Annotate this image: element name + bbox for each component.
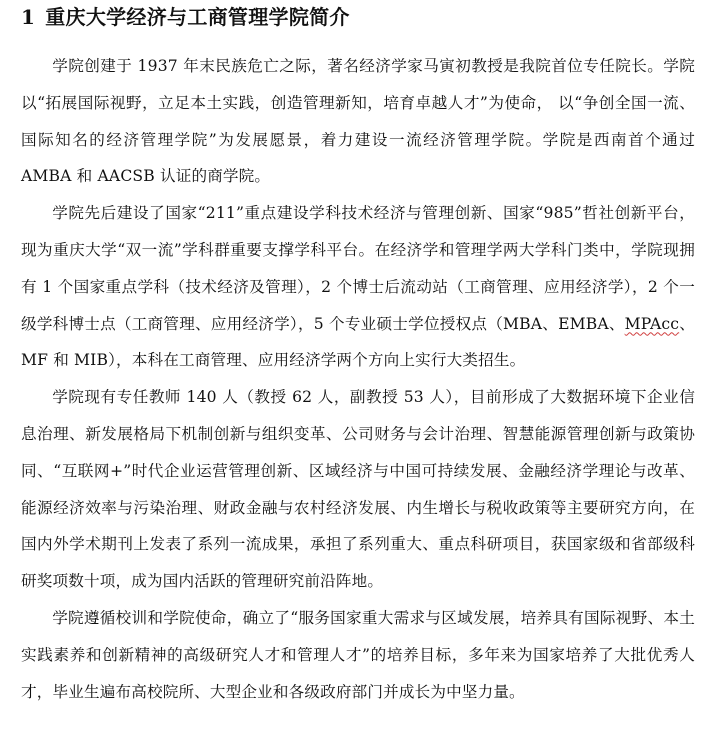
paragraph-training: 学院遵循校训和学院使命，确立了“服务国家重大需求与区域发展，培养具有国际视野、本土实践素养和创新精神的高级研究人才和管理人才”的培养目标，多年来为国家培养了大批优秀人才，毕业生遍布高校院所、大型企业和各级政府部门并成长为中坚力量。 [21,608,695,701]
section-title: 重庆大学经济与工商管理学院简介 [45,5,350,29]
paragraph-disciplines [21,195,695,379]
spellcheck-underlined-word: MPAcc [624,314,680,333]
section-heading [21,4,695,30]
paragraph-disciplines-text-after: 、MF 和 MIB），本科在工商管理、应用经济学两个方向上实行大类招生。 [21,314,695,370]
paragraph-research: 学院现有专任教师 140 人（教授 62 人，副教授 53 人），目前形成了大数据环境下企业信息治理、新发展格局下机制创新与组织变革、公司财务与会计治理、智慧能源管理创新与政策协同、“互联网+”时代企业运营管理创新、区域经济与中国可持续发展、金融经济学理论与改革、能源经济效率与污染治理、财政金融与农村经济发展、内生增长与税收政策等主要研究方向，在国内外学术期刊上发表了系列一流成果，承担了系列重大、重点科研项目，获国家级和省部级科研奖项数十项，成为国内活跃的管理研究前沿阵地。 [21,388,695,591]
paragraph-disciplines-text-before: 学院先后建设了国家“211”重点建设学科技术经济与管理创新、国家“985”哲社创新平台，现为重庆大学“双一流”学科群重要支撑学科平台。在经济学和管理学两大学科门类中，学院现拥有 1 个国家重点学科（技术经济及管理），2 个博士后流动站（工商管理、应用经济学），2 个一级学科博士点（工商管理、应用经济学），5 个专业硕士学位授权点（MBA、EMBA、 [21,204,695,333]
paragraph-history: 学院创建于 1937 年末民族危亡之际，著名经济学家马寅初教授是我院首位专任院长。学院以“拓展国际视野，立足本土实践，创造管理新知，培育卓越人才”为使命， 以“争创全国一流、国际知名的经济管理学院”为发展愿景，着力建设一流经济管理学院。学院是西南首个通过 AMBA 和 AACSB 认证的商学院。 [21,57,695,186]
section-number: 1 [21,5,36,29]
